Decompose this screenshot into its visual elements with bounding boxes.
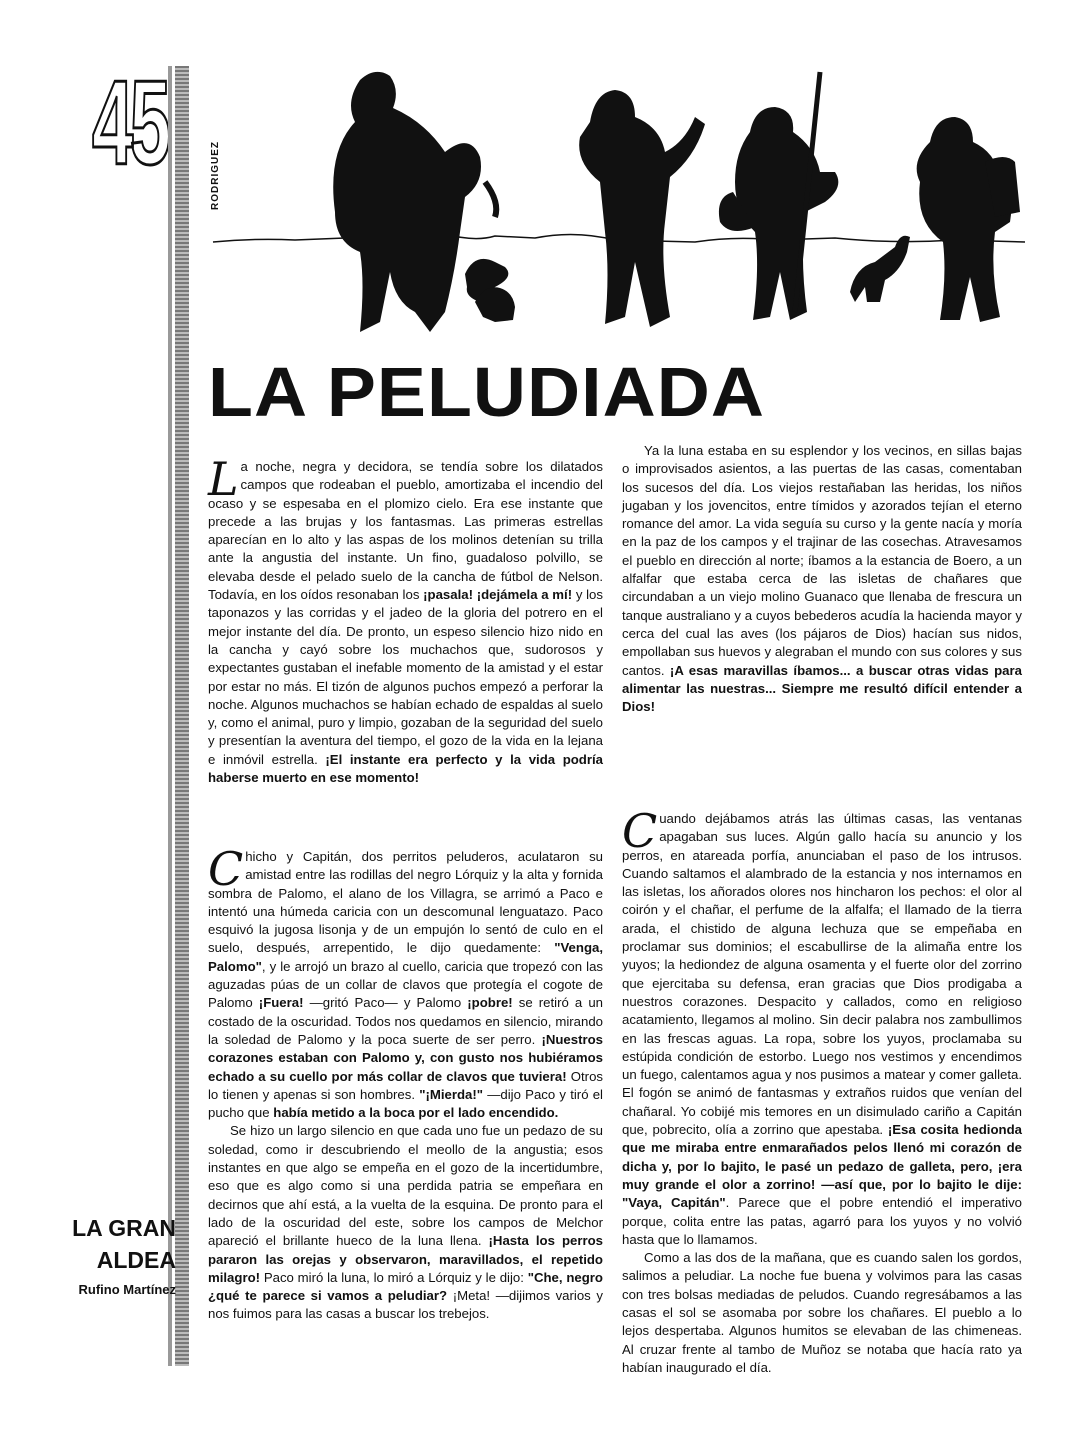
silhouettes-illustration (195, 62, 1035, 352)
section-title: LA GRAN ALDEA (72, 1215, 176, 1273)
drop-cap: L (208, 452, 239, 506)
column-2-bottom (622, 804, 1022, 1377)
page-number: 45 (92, 56, 168, 190)
paragraph: La noche, negra y decidora, se tendía sobre los dilatados campos que rodeaban el pueblo, amortizaba el incendio del ocaso y se espesaba en el plomizo cielo. Era ese instante que precede a las brujas y los fantasmas. Las primeras estrellas aparecían en lo alto y las aspas de los molinos detenían su trilla ante la angustia del instante. Un fino, guadaloso polvillo, se elevaba desde el pelado suelo de la cancha de fútbol de Nelson. Todavía, en los oídos resonaban los ¡pasala! ¡dejámela a mí! y los taponazos y las corridas y el jadeo de la gloria del potrero en el mejor instante del día. De pronto, un espeso silencio hizo nido en la cancha y cayó sobre los muchachos que, sudorosos y expectantes gustaban el inefable momento de la amistad y el estar por estar no más. El tizón de algunos puchos empezó a perforar la noche. Algunos muchachos se habían echado de espaldas al suelo y, como el animal, puro y limpio, gozaban de la seguridad del suelo y presentían la aventura del tiempo, el gozo de la vida en la lejana e inmóvil estrella. ¡El instante era perfecto y la vida podría haberse muerto en ese momento! (208, 452, 603, 786)
paragraph: Cuando dejábamos atrás las últimas casas, las ventanas apagaban sus luces. Algún gallo hacía su anuncio y los perros, en atareada porfía, anunciaban el paso de los intrusos. Cuando saltamos el alambrado de la estancia y nos internamos en las isletas, los añorados olores nos hincharon los pechos: el olor al coirón y el chañar, el perfume de la alfalfa; el llamado de la tierra arada, el chistido de alguna lechuza que se empeñaba en proclamar sus dominios; el escabullirse de la alimaña entre los yuyos; la hediondez de alguna osamenta y el fuerte olor del zorrino que ejercitaba su defensa, eran gracias que Dios prodigaba a nuestros corazones. Despacito y callados, como en religioso acatamiento, llegamos al molino. Sin decir palabra nos zambullimos en las frescas aguas. La ropa, sobre los yuyos, proclamaba su estúpida condición de estorbo. Luego nos vestimos y encendimos un fuego, calentamos agua y nos pusimos a matear y comer galleta. El fogón se animó de fantasmas y extraños ruidos que venían del chañaral. Yo cobijé mis temores en un disimulado cariño a Capitán que, pobrecito, olía a zorrino que apestaba. ¡Esa cosita hedionda que me miraba entre enmarañados pelos llenó mi corazón de dicha y, por lo bajito, le pasé un pedazo de galleta, pero, ¡era muy grande el olor a zorrino! —así que, por lo bajito le dije: "Vaya, Capitán". Parece que el pobre entendió el imperativo porque, colita entre las patas, agarró para los yuyos y no volvió hasta que lo llamamos. (622, 804, 1022, 1247)
column-1-bottom (208, 842, 603, 1324)
vertical-divider (168, 66, 172, 1366)
column-1-top (208, 452, 603, 787)
artist-signature: RODRIGUEZ (210, 141, 221, 210)
paragraph: Como a las dos de la mañana, que es cuando salen los gordos, salimos a peludiar. La noche fue buena y volvimos para las casas con tres bolsas mediadas de peludos. Cuando regresábamos a las casas el sol se asomaba por sobre los chañares. El pueblo a lo lejos despertaba. Algunos humitos se elevaban de las chimeneas. Al cruzar frente al tambo de Muñoz se notaba que hacía rato ya habían inaugurado el día. (622, 1250, 1022, 1375)
author-name: Rufino Martínez (78, 1282, 176, 1297)
column-2-top (622, 442, 1022, 716)
drop-cap: C (622, 804, 658, 858)
paragraph: Chicho y Capitán, dos perritos peluderos, aculataron su amistad entre las rodillas del negro Lórquiz y la alta y fornida sombra de Palomo, el alano de los Villagra, se arrimó a Paco e intentó una húmeda caricia con un descomunal lenguatazo. Paco esquivó la jugosa lisonja y de un empujón lo sentó de culo en el suelo, después, arrepentido, le dijo quedamente: "Venga, Palomo", y le arrojó un brazo al cuello, caricia que tropezó con las aguzadas púas de un collar de clavos que protegía el cogote de Palomo ¡Fuera! —gritó Paco— y Palomo ¡pobre! se retiró a un costado de la oscuridad. Todos nos quedamos en silencio, mirando la soledad de Palomo y la poca suerte de ser perro. ¡Nuestros corazones estaban con Palomo y, con gusto nos hubiéramos echado a su cuello por más collar de clavos que tuviera! Otros lo tienen y apenas si son hombres. "¡Mierda!" —dijo Paco y tiró el pucho que había metido a la boca por el lado encendido. (208, 842, 603, 1121)
article-title: LA PELUDIADA (208, 353, 766, 431)
drop-cap: C (208, 842, 244, 896)
paragraph: Se hizo un largo silencio en que cada uno fue un pedazo de su soledad, como ir descubriendo el meollo de la angustia; esos instantes en que algo se empeña en el gozo de la incertidumbre, eso que es algo como si una perdida patria se empeñara en decirnos que ahí está, a la vuelta de la esquina. De pronto para el lado de la oscuridad del este, sobre los campos de Melchor apareció el brillante hueco de la luna llena. ¡Hasta los perros pararon las orejas y observaron, maravillados, el repetido milagro! Paco miró la luna, lo miró a Lórquiz y le dijo: "Che, negro ¿qué te parece si vamos a peludiar? ¡Meta! —dijimos varios y nos fuimos para las casas a buscar los trebejos. (208, 1123, 603, 1322)
vertical-halftone-bar (175, 66, 189, 1366)
paragraph: Ya la luna estaba en su esplendor y los vecinos, en sillas bajas o improvisados asientos, a las puertas de las casas, comentaban los sucesos del día. Los viejos restañaban las heridas, los niños jugaban y los jovencitos, entre tímidos y azorados tejían el eterno romance del amor. La vida seguía su curso y la gente nacía y moría en la paz de los campos y el trajinar de las cosechas. Atravesamos el pueblo en dirección al norte; íbamos a la estancia de Boero, a un alfalfar que estaba cerca de las isletas de chañares que circundaban a un viejo molino Guanaco que llenaba de frescura un tanque australiano y a cuyos bebederos acudía la hacienda mayor y cerca del cual las aves (los pájaros de Dios) hacían sus nidos, empollaban sus huevos y alegraban el mundo con sus colores y sus cantos. ¡A esas maravillas íbamos... a buscar otras vidas para alimentar las nuestras... Siempre me resultó difícil entender a Dios! (622, 443, 1022, 715)
